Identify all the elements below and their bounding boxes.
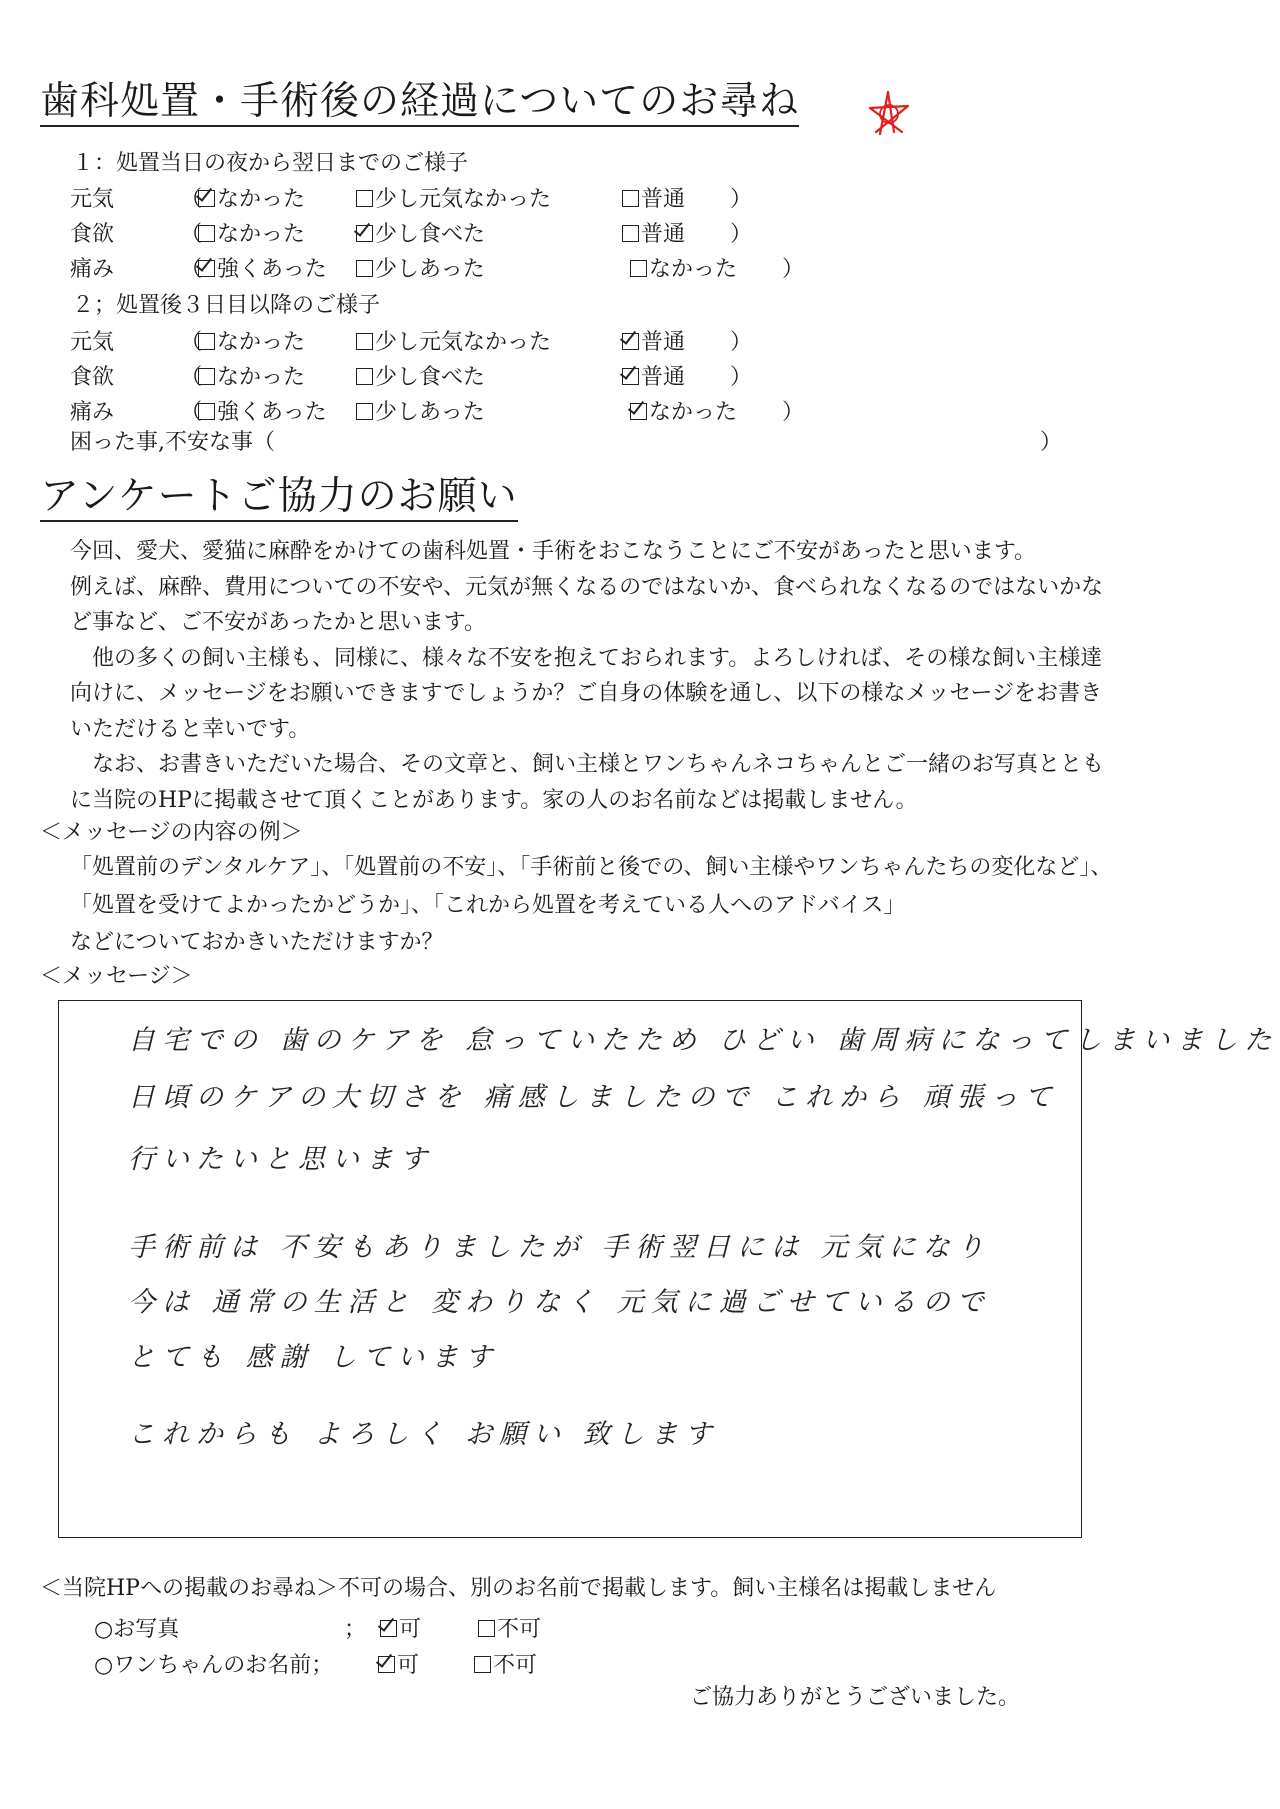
close-paren: ） (730, 330, 753, 355)
close-paren: ） (730, 222, 753, 247)
checkbox-icon (380, 1620, 397, 1637)
condition-option[interactable] (356, 395, 485, 426)
checkbox-icon (198, 403, 215, 420)
checkbox-icon (622, 368, 639, 385)
close-paren: ） (782, 257, 805, 282)
photo-deny-option[interactable] (478, 1612, 541, 1643)
condition-option[interactable] (356, 360, 485, 391)
checkbox-icon (198, 190, 215, 207)
condition-option[interactable] (630, 252, 737, 283)
condition-option[interactable] (198, 182, 305, 213)
worries-label: 困った事,不安な事（ (70, 430, 275, 455)
checkbox-icon (356, 333, 373, 350)
intro-line: 例えば、麻酔、費用についての不安や、元気が無くなるのではないか、食べられなくなるのではないかな (70, 574, 1104, 600)
condition-row (70, 217, 790, 245)
worries-close-paren: ） (1040, 430, 1063, 455)
condition-option[interactable] (622, 325, 685, 356)
checkbox-icon (198, 225, 215, 242)
checkbox-icon (622, 333, 639, 350)
survey-intro (70, 534, 1190, 818)
publish-name-row (94, 1648, 694, 1678)
condition-row (70, 252, 805, 282)
option-label: なかった (217, 365, 306, 390)
close-paren: ） (730, 365, 753, 390)
option-label: なかった (217, 187, 306, 212)
red-star-mark (862, 88, 914, 140)
condition-option[interactable] (356, 325, 551, 356)
condition-option[interactable] (630, 395, 737, 426)
option-label: 少しあった (375, 400, 485, 425)
photo-deny-label: 不可 (497, 1617, 542, 1642)
checkbox-icon (622, 190, 639, 207)
checkbox-icon (198, 333, 215, 350)
photo-allow-label: 可 (399, 1617, 422, 1642)
option-label: 普通 (641, 330, 686, 355)
name-deny-label: 不可 (493, 1653, 538, 1678)
option-label: 少しあった (375, 257, 485, 282)
checkbox-icon (378, 1656, 395, 1673)
condition-label: 元気 (70, 187, 115, 212)
intro-line: なお、お書きいただいた場合、その文章と、飼い主様とワンちゃんネコちゃんとご一緒のお写真ととも (70, 752, 1105, 777)
name-allow-option[interactable] (378, 1648, 419, 1679)
condition-option[interactable] (198, 217, 305, 248)
handwritten-line: これからも よろしく お願い 致します (128, 1419, 719, 1450)
intro-line: に当院のHPに掲載させて頂くことがあります。家の人のお名前などは掲載しません。 (70, 787, 918, 813)
close-paren: ） (782, 400, 805, 425)
intro-line: ど事など、ご不安があったかと思います。 (70, 610, 487, 635)
checkbox-icon (356, 403, 373, 420)
handwritten-line: 自宅での 歯のケアを 怠っていたため ひどい 歯周病になってしまいました (128, 1025, 1279, 1056)
section1-heading: １：処置当日の夜から翌日までのご様子 (72, 151, 469, 176)
option-label: なかった (649, 400, 738, 425)
followup-title: 歯科処置・手術後の経過についてのお尋ね (40, 80, 799, 127)
publish-photo-sep: ； (344, 1617, 367, 1642)
option-label: 少し元気なかった (375, 187, 552, 212)
condition-option[interactable] (198, 395, 327, 426)
section2-heading: ２；処置後３日目以降のご様子 (72, 293, 381, 318)
handwritten-line: 日頃のケアの大切さを 痛感しましたので これから 頑張って (128, 1082, 1059, 1113)
option-label: 強くあった (217, 400, 327, 425)
checkbox-icon (356, 225, 373, 242)
option-label: 普通 (641, 222, 686, 247)
option-label: なかった (217, 330, 306, 355)
option-label: 普通 (641, 365, 686, 390)
name-allow-label: 可 (397, 1653, 420, 1678)
example-line: 「処置を受けてよかったかどうか」、「これから処置を考えている人へのアドバイス」 (70, 893, 906, 918)
open-paren: （ (180, 222, 203, 247)
condition-option[interactable] (356, 252, 485, 283)
example-line: 「処置前のデンタルケア」、「処置前の不安」、「手術前と後での、飼い主様やワンちゃんたちの変化など」、 (70, 855, 1113, 880)
publish-note: ＜当院HPへの掲載のお尋ね＞不可の場合、別のお名前で掲載します。飼い主様名は掲載しません (40, 1576, 997, 1601)
open-paren: （ (180, 330, 203, 355)
publish-name-label: ○ワンちゃんのお名前； (94, 1653, 334, 1678)
condition-option[interactable] (622, 217, 685, 248)
condition-option[interactable] (622, 182, 685, 213)
checkbox-icon (622, 225, 639, 242)
condition-label: 元気 (70, 330, 115, 355)
handwritten-line: 手術前は 不安もありましたが 手術翌日には 元気になり (128, 1232, 991, 1263)
publish-photo-row (94, 1612, 694, 1642)
condition-option[interactable] (356, 182, 551, 213)
option-label: なかった (649, 257, 738, 282)
condition-option[interactable] (198, 325, 305, 356)
publish-photo-label: ○お写真 (94, 1617, 180, 1642)
option-label: 少し食べた (375, 222, 486, 247)
option-label: 少し元気なかった (375, 330, 552, 355)
condition-option[interactable] (356, 217, 485, 248)
checkbox-icon (478, 1620, 495, 1637)
open-paren: （ (180, 400, 203, 425)
option-label: 普通 (641, 187, 686, 212)
checkbox-icon (630, 403, 647, 420)
intro-line: いただけると幸いです。 (70, 716, 311, 742)
condition-label: 痛み (70, 400, 115, 425)
condition-label: 食欲 (70, 222, 115, 247)
intro-line: 他の多くの飼い主様も、同様に、様々な不安を抱えておられます。よろしければ、その様な飼い主様達 (70, 645, 1103, 671)
condition-row (70, 395, 805, 425)
name-deny-option[interactable] (474, 1648, 537, 1679)
checkbox-icon (356, 368, 373, 385)
handwritten-line: 行いたいと思います (128, 1144, 434, 1175)
example-line: などについておかきいただけますか？ (70, 930, 444, 955)
open-paren: （ (180, 187, 203, 212)
example-heading: ＜メッセージの内容の例＞ (40, 820, 303, 845)
condition-row (70, 360, 790, 388)
condition-label: 食欲 (70, 365, 115, 390)
handwritten-line: 今は 通常の生活と 変わりなく 元気に過ごせているので (128, 1287, 991, 1318)
message-heading: ＜メッセージ＞ (40, 964, 193, 989)
open-paren: （ (180, 257, 203, 282)
worries-field[interactable] (290, 428, 1030, 458)
intro-line: 今回、愛犬、愛猫に麻酔をかけての歯科処置・手術をおこなうことにご不安があったと思います。 (70, 539, 1037, 564)
thanks-text: ご協力ありがとうございました。 (690, 1685, 1021, 1710)
checkbox-icon (198, 368, 215, 385)
survey-title: アンケートご協力のお願い (40, 475, 518, 522)
option-label: 少し食べた (375, 365, 486, 390)
checkbox-icon (356, 260, 373, 277)
option-label: なかった (217, 222, 306, 247)
photo-allow-option[interactable] (380, 1612, 421, 1643)
condition-row (70, 325, 790, 353)
option-label: 強くあった (217, 257, 327, 282)
condition-option[interactable] (198, 252, 327, 283)
condition-option[interactable] (622, 360, 685, 391)
checkbox-icon (198, 260, 215, 277)
open-paren: （ (180, 365, 203, 390)
checkbox-icon (474, 1656, 491, 1673)
condition-option[interactable] (198, 360, 305, 391)
condition-row (70, 182, 790, 210)
close-paren: ） (730, 187, 753, 212)
condition-label: 痛み (70, 257, 115, 282)
checkbox-icon (630, 260, 647, 277)
handwritten-line: とても 感謝 しています (128, 1342, 500, 1373)
checkbox-icon (356, 190, 373, 207)
intro-line: 向けに、メッセージをお願いできますでしょうか？ご自身の体験を通し、以下の様なメッセージをお書き (70, 681, 1103, 706)
